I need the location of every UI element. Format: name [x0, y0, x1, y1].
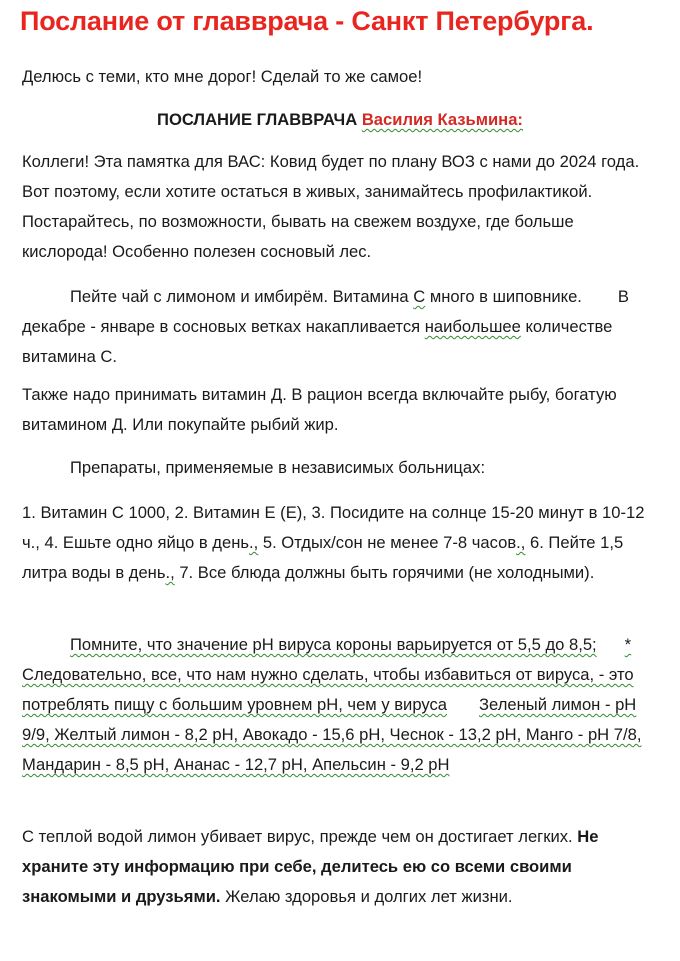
para2-e: наибольшее	[424, 317, 521, 336]
para7-c: Желаю здоровья и долгих лет жизни.	[220, 887, 513, 906]
intro-line: Делюсь с теми, кто мне дорог! Сделай то же самое!	[22, 67, 423, 86]
para5-s3: .,	[165, 563, 175, 582]
section-heading	[0, 105, 680, 135]
para7-a: С теплой водой лимон убивает вирус, прежде чем он достигает легких.	[22, 827, 578, 846]
para5-c: 6. Пейте 1,5 литра воды в день	[22, 533, 624, 582]
paragraph-closing	[22, 822, 662, 912]
paragraph-ph	[22, 630, 662, 780]
paragraph-preparations: Препараты, применяемые в независимых больницах:	[70, 458, 486, 477]
paragraph-vitamin-d: Также надо принимать витамин Д. В рацион всегда включайте рыбу, богатую витамином Д. Или покупайте рыбий жир.	[22, 385, 617, 434]
para7-bold: Не храните эту информацию при себе, делитесь ею со всеми своими знакомыми и друзьями.	[22, 827, 599, 906]
document-title: Послание от главврача - Санкт Петербурга.	[20, 6, 594, 36]
para6-a: Помните, что значение рН вируса короны варьируется от 5,5 до 8,5;	[70, 635, 597, 654]
para6-b: * Следовательно, все, что нам нужно сделать, чтобы избавиться от вируса, - это потреблять пищу с большим уровнем рН, чем у вируса	[22, 635, 634, 714]
para5-s2: .,	[516, 533, 526, 552]
para2-d: В декабре - январе в сосновых ветках накапливается	[22, 287, 629, 336]
para2-a: Пейте чай с лимоном и имбирём. Витамина	[70, 287, 414, 306]
para5-b: 5. Отдых/сон не менее 7-8 часов	[258, 533, 517, 552]
para2-b: много в шиповнике.	[425, 287, 582, 306]
paragraph-colleagues: Коллеги! Эта памятка для ВАС: Ковид будет по плану ВОЗ с нами до 2024 года. Вот поэтому, если хотите остаться в живых, занимайтесь профилактикой. Постарайтесь, по возможности, бывать на свежем воздухе, где больше кислорода! Особенно полезен сосновый лес.	[22, 152, 640, 261]
para2-c: С	[413, 287, 426, 306]
para2-f: количестве витамина С.	[22, 317, 613, 366]
para5-a: 1. Витамин С 1000, 2. Витамин Е (Е), 3. Посидите на солнце 15-20 минут в 10-12 ч., 4. Ешьте одно яйцо в день	[22, 503, 645, 552]
para5-d: 7. Все блюда должны быть горячими (не холодными).	[174, 563, 595, 582]
heading-prefix: ПОСЛАНИЕ ГЛАВВРАЧА	[157, 110, 362, 129]
list-preparations	[22, 498, 662, 588]
para5-s1: .,	[249, 533, 259, 552]
heading-name: Василия Казьмина:	[361, 110, 523, 129]
paragraph-tea	[22, 282, 662, 372]
para6-c: Зеленый лимон - рН 9/9, Желтый лимон - 8,2 рН, Авокадо - 15,6 рН, Чеснок - 13,2 рН, Манго - рН 7/8, Мандарин - 8,5 рН, Ананас - 12,7 рН, Апельсин - 9,2 рН	[22, 695, 642, 774]
